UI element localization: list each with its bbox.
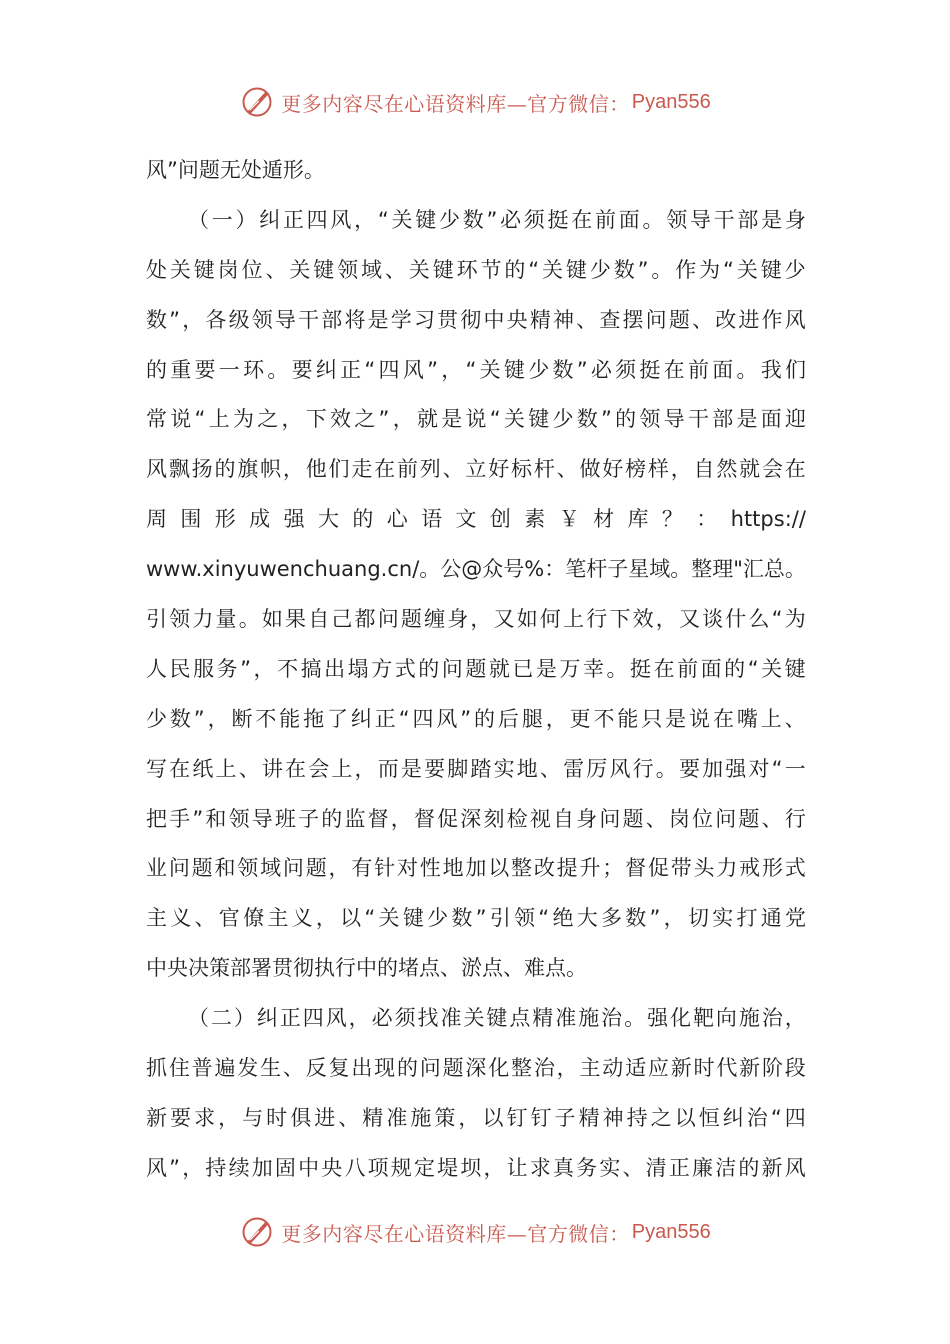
banner-brand-text: 更多内容尽在心语资料库—官方微信： — [281, 1221, 630, 1246]
text-line: 风”问题无处遁形。 — [146, 158, 325, 182]
text-line: 数 ” ， 各 级 领 导 干 部 将 是 学 习 贯 彻 中 央 精 神 、 查 摆 问 题 、 改 进 作 风 — [146, 307, 806, 332]
text-line: www.xinyuwenchuang.cn/ 。 公 @ 众 号 % ： 笔 杆 子 星 域 。 整 理 " 汇 总 。 — [146, 557, 806, 582]
text-line: 主 义 、 官 僚 主 义 ， 以 “ 关 键 少 数 ” 引 领 “ 绝 大 多 数 ” ， 切 实 打 通 党 — [146, 906, 806, 931]
text-line: 把 手 ” 和 领 导 班 子 的 监 督 ， 督 促 深 刻 检 视 自 身 问 题 、 岗 位 问 题 、 行 — [146, 806, 806, 831]
text-line: 业 问 题 和 领 域 问 题 ， 有 针 对 性 地 加 以 整 改 提 升 ； 督 促 带 头 力 戒 形 式 — [146, 856, 806, 881]
banner-wechat-id: Pyan556 — [631, 90, 711, 113]
text-line: 的 重 要 一 环 。 要 纠 正 “ 四 风 ” ， “ 关 键 少 数 ” 必 须 挺 在 前 面 。 我 们 — [146, 357, 806, 382]
text-line: 人 民 服 务 ” ， 不 搞 出 塌 方 式 的 问 题 就 已 是 万 幸 。 挺 在 前 面 的 “ 关 键 — [146, 656, 806, 681]
text-line: 风 ” ， 持 续 加 固 中 央 八 项 规 定 堤 坝 ， 让 求 真 务 实 、 清 正 廉 洁 的 新 风 — [146, 1155, 806, 1180]
text-line: 处 关 键 岗 位 、 关 键 领 域 、 关 键 环 节 的 “ 关 键 少 数 ” 。 作 为 “ 关 键 少 — [146, 257, 806, 282]
header-watermark-banner — [0, 82, 950, 122]
text-line: 抓 住 普 遍 发 生 、 反 复 出 现 的 问 题 深 化 整 治 ， 主 动 适 应 新 时 代 新 阶 段 — [146, 1056, 806, 1081]
text-line: 新 要 求 ， 与 时 俱 进 、 精 准 施 策 ， 以 钉 钉 子 精 神 持 之 以 恒 纠 治 “ 四 — [146, 1105, 806, 1130]
text-line: （ 二 ） 纠 正 四 风 ， 必 须 找 准 关 键 点 精 准 施 治 。 强 化 靶 向 施 治 ， — [188, 1006, 806, 1031]
quill-logo-icon — [239, 1214, 275, 1250]
banner-wechat-id: Pyan556 — [631, 1220, 711, 1243]
text-line: 风 飘 扬 的 旗 帜 ， 他 们 走 在 前 列 、 立 好 标 杆 、 做 好 榜 样 ， 自 然 就 会 在 — [146, 457, 806, 482]
quill-logo-icon — [239, 84, 275, 120]
text-line: 引 领 力 量 。 如 果 自 己 都 问 题 缠 身 ， 又 如 何 上 行 下 效 ， 又 谈 什 么 “ 为 — [146, 607, 806, 632]
text-line: 中央决策部署贯彻执行中的堵点、淤点、难点。 — [146, 956, 587, 981]
text-line: 常 说 “ 上 为 之 ， 下 效 之 ” ， 就 是 说 “ 关 键 少 数 ” 的 领 导 干 部 是 面 迎 — [146, 407, 806, 432]
text-line: 周 围 形 成 强 大 的 心 语 文 创 素 ￥ 材 库 ？ ： https:// — [146, 507, 806, 532]
text-line: 少 数 ” ， 断 不 能 拖 了 纠 正 “ 四 风 ” 的 后 腿 ， 更 不 能 只 是 说 在 嘴 上 、 — [146, 706, 806, 731]
banner-brand-text: 更多内容尽在心语资料库—官方微信： — [281, 91, 630, 116]
footer-watermark-banner — [0, 1212, 950, 1252]
text-line: 写 在 纸 上 、 讲 在 会 上 ， 而 是 要 脚 踏 实 地 、 雷 厉 风 行 。 要 加 强 对 “ 一 — [146, 756, 806, 781]
document-body — [146, 146, 806, 1194]
text-line: （ 一 ） 纠 正 四 风 ， “ 关 键 少 数 ” 必 须 挺 在 前 面 。 领 导 干 部 是 身 — [188, 207, 806, 232]
